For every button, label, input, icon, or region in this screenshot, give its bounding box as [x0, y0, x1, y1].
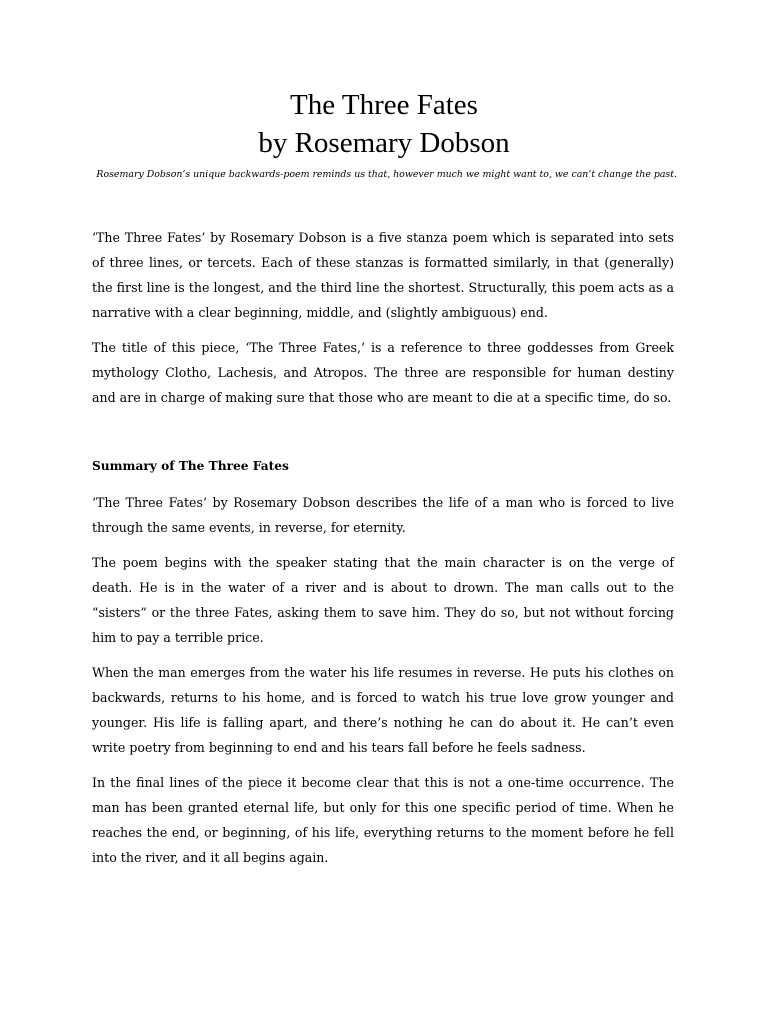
page-author-line: by Rosemary Dobson: [258, 127, 510, 159]
summary-heading: Summary of The Three Fates: [92, 459, 289, 473]
intro-paragraph-2: The title of this piece, ‘The Three Fates,’ is a reference to three goddesses from Greek mythology Clotho, Lachesis, and Atropos. The three are responsible for human destiny and are in charge of making sure that those who are meant to die at a specific time, do so.: [92, 340, 674, 405]
summary-paragraph-1: ‘The Three Fates’ by Rosemary Dobson describes the life of a man who is forced to live through the same events, in reverse, for eternity.: [92, 495, 674, 535]
page-subtitle: Rosemary Dobson’s unique backwards-poem reminds us that, however much we might want to, we can’t change the past.: [96, 169, 677, 180]
intro-paragraph-1: ‘The Three Fates’ by Rosemary Dobson is a five stanza poem which is separated into sets of three lines, or tercets. Each of these stanzas is formatted similarly, in that (generally) the first line is the longest, and the third line the shortest. Structurally, this poem acts as a narrative with a clear beginning, middle, and (slightly ambiguous) end.: [92, 230, 674, 320]
summary-paragraph-3: When the man emerges from the water his life resumes in reverse. He puts his clothes on backwards, returns to his home, and is forced to watch his true love grow younger and younger. His life is falling apart, and there’s nothing he can do about it. He can’t even write poetry from beginning to end and his tears fall before he feels sadness.: [92, 665, 674, 755]
page-title: The Three Fates: [290, 89, 478, 121]
summary-paragraph-4: In the final lines of the piece it become clear that this is not a one-time occurrence. The man has been granted eternal life, but only for this one specific period of time. When he reaches the end, or beginning, of his life, everything returns to the moment before he fell into the river, and it all begins again.: [92, 775, 674, 865]
title-block: [0, 86, 768, 162]
summary-paragraph-2: The poem begins with the speaker stating that the main character is on the verge of death. He is in the water of a river and is about to drown. The man calls out to the “sisters” or the three Fates, asking them to save him. They do so, but not without forcing him to pay a terrible price.: [92, 555, 674, 645]
